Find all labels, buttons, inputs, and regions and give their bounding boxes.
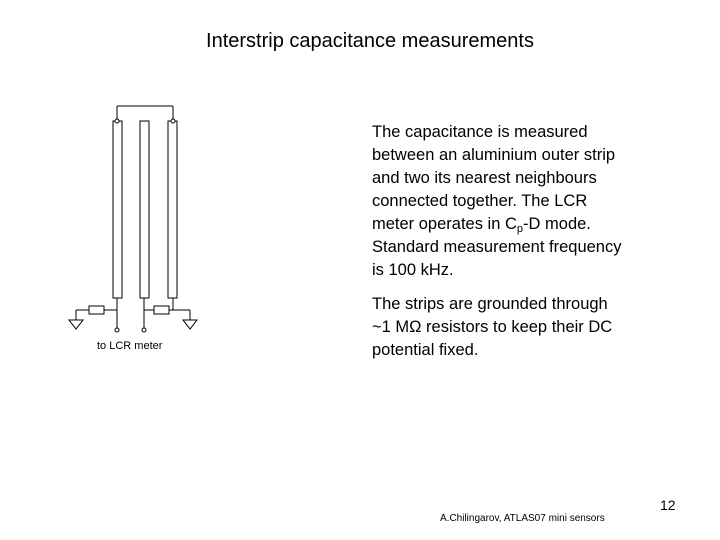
grounding-description [372, 293, 672, 362]
text-line: connected together. The LCR [372, 192, 588, 210]
top-right-terminal [171, 119, 175, 123]
left-resistor [89, 306, 104, 314]
text-line: Standard measurement frequency [372, 238, 622, 256]
right-ground-icon [183, 320, 197, 329]
middle-strip [140, 121, 149, 298]
left-ground-icon [69, 320, 83, 329]
lcr-terminal-right [142, 328, 146, 332]
footer-credit: A.Chilingarov, ATLAS07 mini sensors [440, 513, 605, 524]
left-strip [113, 121, 122, 298]
top-left-terminal [115, 119, 119, 123]
subscript-p: p [516, 223, 524, 235]
text-line: meter operates in $C_p-D$ mode. [372, 215, 591, 235]
lcr-terminal-left [115, 328, 119, 332]
middle-resistor [154, 306, 169, 314]
text-line: and two its nearest neighbours [372, 169, 597, 187]
strip-circuit-diagram [0, 0, 300, 380]
lcr-meter-label: to LCR meter [97, 340, 163, 352]
text-line: ~1 MΩ resistors to keep their DC [372, 318, 613, 336]
text-line: between an aluminium outer strip [372, 146, 616, 164]
capacitance-description [372, 121, 672, 282]
right-strip [168, 121, 177, 298]
text-line: is 100 kHz. [372, 261, 454, 279]
page-number: 12 [660, 497, 676, 513]
text-line: potential fixed. [372, 341, 479, 359]
slide-title: Interstrip capacitance measurements [206, 30, 534, 52]
text-line: The capacitance is measured [372, 123, 588, 141]
text-line: The strips are grounded through [372, 295, 608, 313]
